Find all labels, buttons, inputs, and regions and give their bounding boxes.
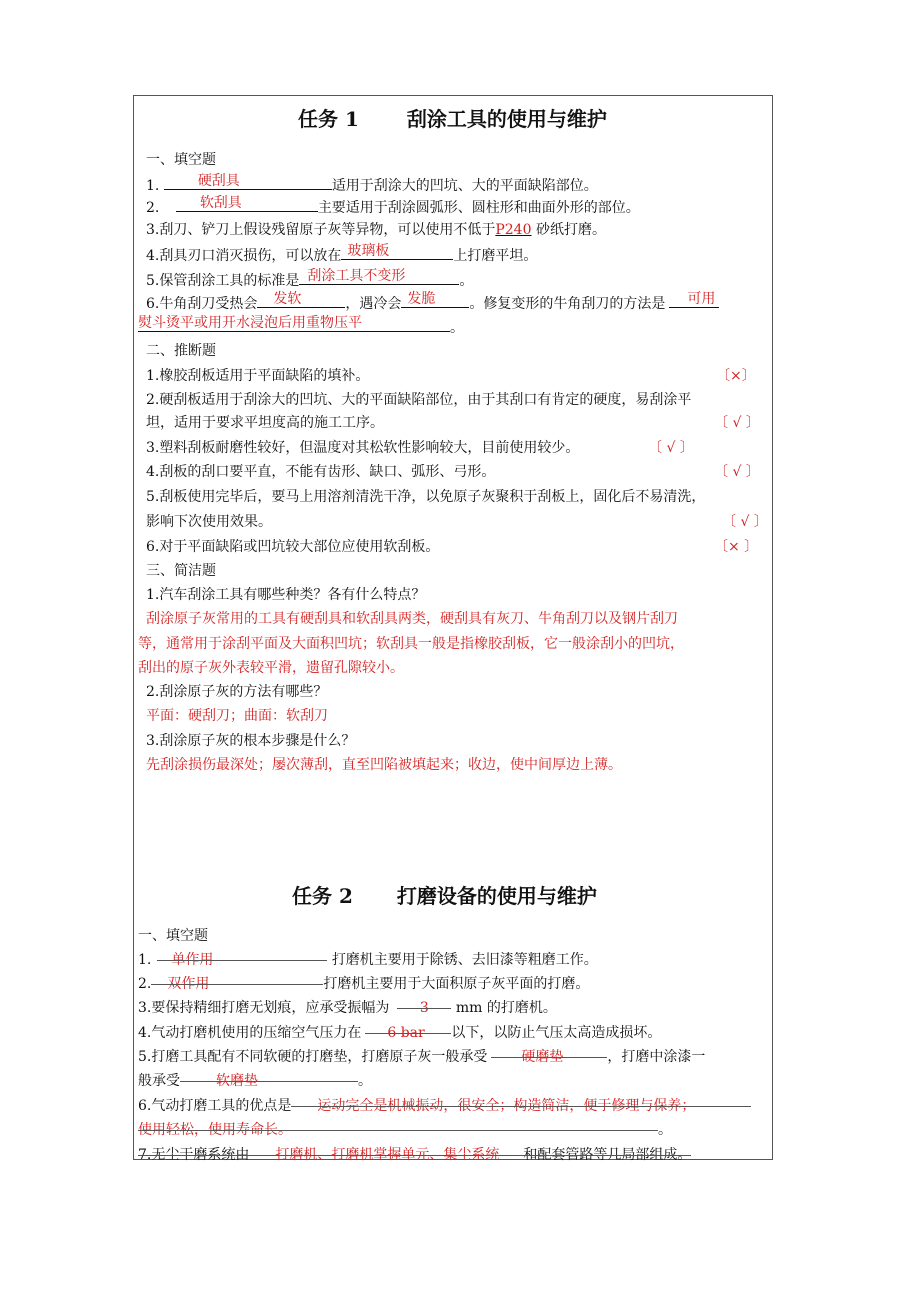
- task1-q6-cont: [138, 316, 464, 338]
- task1-section-fill: 一、填空题: [146, 152, 216, 168]
- task2-section-fill: 一、填空题: [138, 928, 208, 944]
- q-text: 。修复变形的牛角刮刀的方法是: [469, 296, 666, 312]
- q-text: 主要适用于刮涂圆弧形、圆柱形和曲面外形的部位。: [317, 200, 640, 216]
- task2-q1: [138, 950, 598, 970]
- answer-text: 使用轻松，使用寿命长。: [138, 1122, 292, 1138]
- task2-q5-cont: [138, 1071, 372, 1091]
- task2-q3: [138, 998, 557, 1018]
- short-answer-2: 平面：硬刮刀；曲面：软刮刀: [146, 708, 328, 724]
- q-number: 2.: [138, 976, 152, 992]
- judge-mark-4: [714, 462, 760, 482]
- answer-text: 硬刮具: [197, 173, 240, 189]
- short-question-2: 2.刮涂原子灰的方法有哪些？: [146, 684, 328, 700]
- answer-blank: [138, 1120, 658, 1140]
- answer-blank: [397, 998, 451, 1018]
- task2-q4: [138, 1023, 661, 1043]
- task2-q6-cont: [138, 1120, 672, 1140]
- q-text: 3.刮刀、铲刀上假设残留原子灰等异物，可以使用不低于: [146, 222, 496, 238]
- answer-text: 6 bar: [387, 1025, 425, 1041]
- short-answer-1-line1: 刮涂原子灰常用的工具有硬刮具和软刮具两类，硬刮具有灰刀、牛角刮刀以及钢片刮刀: [146, 611, 678, 627]
- answer-text: 软刮具: [199, 195, 242, 211]
- task1-q5: [146, 269, 473, 291]
- judge-mark-text: 〔 √ 〕: [714, 415, 760, 431]
- answer-blank: [669, 292, 719, 308]
- q-text: 4.刮具刃口消灭损伤，可以放在: [146, 248, 342, 264]
- answer-text: 可用: [687, 291, 716, 307]
- q-text: 3.要保持精细打磨无划痕，应承受振幅为: [138, 1000, 390, 1016]
- answer-blank: [164, 174, 332, 190]
- answer-text: 熨斗烫平或用开水浸泡后用重物压平: [138, 315, 362, 331]
- task2-q7: [138, 1145, 691, 1165]
- task1-section-judge: 二、推断题: [146, 343, 216, 359]
- answer-text: 硬磨垫: [521, 1049, 564, 1065]
- short-question-1: 1.汽车刮涂工具有哪些种类？各有什么特点？: [146, 587, 426, 603]
- answer-text: 运动完全是机械振动，很安全；构造简洁，便于修理与保养；: [317, 1098, 696, 1114]
- q-text: 6.气动打磨工具的优点是: [138, 1098, 292, 1114]
- judge-mark-text: 〔 √ 〕: [722, 514, 768, 530]
- judge-mark-text: 〔 √ 〕: [714, 464, 760, 480]
- q-number: 1.: [146, 178, 160, 194]
- q-text: 适用于刮涂大的凹坑、大的平面缺陷部位。: [331, 178, 598, 194]
- q-text: ，遇冷会: [345, 296, 402, 312]
- q-text: 。: [658, 1122, 672, 1138]
- answer-text: 单作用: [171, 952, 214, 968]
- judge-mark-text: 〔× 〕: [714, 539, 759, 555]
- q-text: 打磨机主要用于除锈、去旧漆等粗磨工作。: [331, 952, 598, 968]
- answer-blank: [491, 1047, 607, 1067]
- answer-text: 软磨垫: [216, 1073, 258, 1089]
- q-number: 1.: [138, 952, 152, 968]
- answer-text: 发软: [273, 291, 302, 307]
- answer-blank: [341, 244, 453, 260]
- q-text: 7.无尘干磨系统由: [138, 1147, 250, 1163]
- judge-item-5-cont: 影响下次使用效果。: [146, 514, 272, 530]
- short-answer-1-line3: 刮出的原子灰外表较平滑，遗留孔隙较小。: [138, 660, 404, 676]
- short-answer-1-line2: 等，通常用于涂刮平面及大面积凹坑；软刮具一般是指橡胶刮板，它一般涂刮小的凹坑，: [138, 636, 684, 652]
- answer-blank: [401, 292, 469, 308]
- answer-text: 发脆: [407, 291, 436, 307]
- judge-mark-1: [716, 366, 756, 386]
- answer-blank: [138, 316, 450, 332]
- judge-mark-2: [714, 413, 760, 433]
- judge-mark-text: 〔 √ 〕: [648, 440, 694, 456]
- judge-mark-6: [714, 537, 758, 557]
- answer-text: P240: [495, 222, 532, 238]
- q-text: 般承受: [138, 1073, 180, 1089]
- judge-mark-text: 〔×〕: [716, 368, 756, 384]
- answer-blank: [157, 950, 327, 970]
- q-text: 以下，以防止气压太高造成损坏。: [451, 1025, 662, 1041]
- q-text: 砂纸打磨。: [535, 222, 606, 238]
- task2-q6: [138, 1096, 751, 1116]
- judge-item-1: 1.橡胶刮板适用于平面缺陷的填补。: [146, 368, 370, 384]
- q-text: 。: [450, 320, 464, 336]
- task1-title: [298, 103, 607, 132]
- q-text: 打磨机主要用于大面积原子灰平面的打磨。: [323, 976, 590, 992]
- q-text: 6.牛角刮刀受热会: [146, 296, 258, 312]
- answer-blank: [291, 1096, 751, 1116]
- q-text: 和配套管路等几局部组成。: [523, 1147, 692, 1163]
- q-text: 上打磨平坦。: [453, 248, 538, 264]
- q-number: 2.: [146, 200, 160, 216]
- q7-line: [138, 1145, 691, 1165]
- judge-item-6: 6.对于平面缺陷或凹坑较大部位应使用软刮板。: [146, 539, 440, 555]
- task2-title: [292, 880, 597, 909]
- answer-blank: [151, 974, 323, 994]
- answer-blank: [257, 292, 345, 308]
- answer-blank: [180, 1071, 358, 1091]
- task1-section-short: 三、简洁题: [146, 563, 216, 579]
- short-question-3: 3.刮涂原子灰的根本步骤是什么？: [146, 733, 356, 749]
- answer-blank: [176, 196, 318, 212]
- task1-title-text: 刮涂工具的使用与维护: [406, 107, 607, 131]
- judge-item-2-cont: 坦，适用于要求平坦度高的施工工序。: [146, 415, 384, 431]
- task1-q6: [146, 292, 719, 314]
- judge-item-2: 2.硬刮板适用于刮涂大的凹坑、大的平面缺陷部位，由于其刮口有肯定的硬度，易刮涂平: [146, 392, 692, 408]
- task1-q4: [146, 244, 537, 266]
- answer-blank: [365, 1023, 451, 1043]
- judge-mark-5: [722, 512, 768, 532]
- answer-text: 3: [419, 1000, 429, 1016]
- task2-q2: [138, 974, 589, 994]
- task1-title-number: 任务 1: [298, 107, 359, 131]
- judge-item-4: 4.刮板的刮口要平直，不能有齿形、缺口、弧形、弓形。: [146, 464, 496, 480]
- judge-item-3: 3.塑料刮板耐磨性较好，但温度对其松软性影响较大，目前使用较少。: [146, 440, 580, 456]
- q-text: ，打磨中涂漆一: [607, 1049, 706, 1065]
- short-answer-3: 先刮涂损伤最深处；屡次薄刮，直至凹陷被填起来；收边，使中间厚边上薄。: [146, 757, 622, 773]
- answer-text: 玻璃板: [347, 243, 390, 259]
- q-text: 。: [358, 1073, 372, 1089]
- task1-q3: [146, 220, 606, 240]
- q-text: 5.打磨工具配有不同软硬的打磨垫，打磨原子灰一般承受: [138, 1049, 488, 1065]
- task2-title-text: 打磨设备的使用与维护: [396, 884, 597, 908]
- judge-mark-3: [648, 438, 694, 458]
- task2-title-number: 任务 2: [292, 884, 353, 908]
- q-text: 4.气动打磨机使用的压缩空气压力在: [138, 1025, 362, 1041]
- q-text: 5.保管刮涂工具的标准是: [146, 273, 300, 289]
- task2-q5: [138, 1047, 705, 1067]
- q-text: 。: [459, 273, 474, 289]
- task1-q2: [146, 196, 640, 218]
- answer-blank: [299, 269, 459, 285]
- answer-text: 打磨机、打磨机掌握单元、集尘系统: [275, 1147, 500, 1163]
- judge-item-5: 5.刮板使用完毕后，要马上用溶剂清洗干净，以免原子灰聚积于刮板上，固化后不易清洗，: [146, 489, 706, 505]
- answer-text: 双作用: [167, 976, 210, 992]
- answer-text: 刮涂工具不变形: [307, 268, 406, 284]
- q-text: mm 的打磨机。: [455, 1000, 557, 1016]
